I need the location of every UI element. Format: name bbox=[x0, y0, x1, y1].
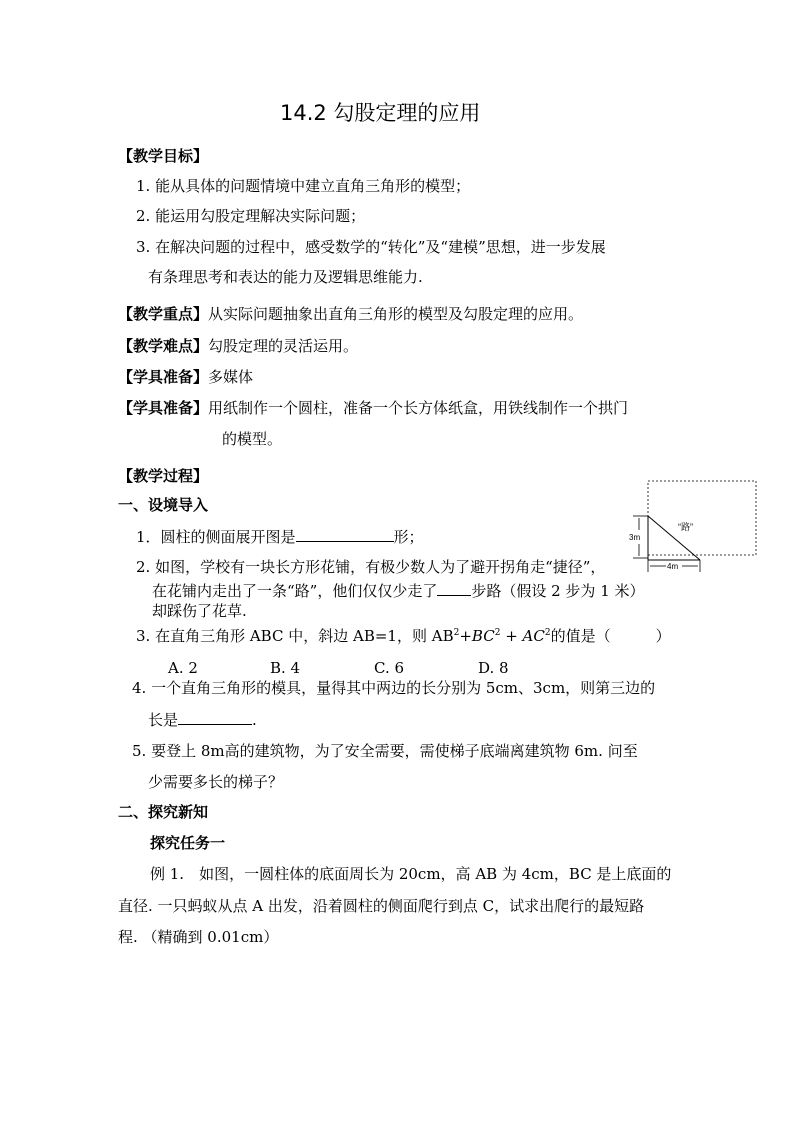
difficult-points-line bbox=[118, 336, 358, 356]
exponent-bc: 2 bbox=[494, 628, 501, 638]
objective-item-1: 1. 能从具体的问题情境中建立直角三角形的模型； bbox=[136, 177, 471, 195]
prep-line-1 bbox=[118, 367, 253, 387]
question-2-text: 在花铺内走出了一条“路”，他们仅仅少走了 bbox=[152, 582, 438, 600]
question-2-end: 步路（假设 2 步为 1 米） bbox=[471, 582, 645, 600]
formula-ac: + AC bbox=[500, 627, 545, 645]
example-line-2: 直径. 一只蚂蚁从点 A 出发，沿着圆柱的侧面爬行到点 C，试求出爬行的最短路 bbox=[118, 897, 645, 915]
process-heading: 【教学过程】 bbox=[118, 467, 209, 485]
question-5-line-1: 5. 要登上 8m高的建筑物，为了安全需要，需使梯子底端离建筑物 6m. 问至 bbox=[132, 742, 638, 760]
key-points-line bbox=[118, 304, 583, 324]
task-heading: 探究任务一 bbox=[150, 834, 226, 852]
question-4-line-2 bbox=[148, 709, 257, 730]
answer-blank-1[interactable] bbox=[296, 526, 394, 542]
page-title: 14.2 勾股定理的应用 bbox=[280, 101, 481, 125]
example-line-1: 例 1. 如图，一圆柱体的底面周长为 20cm，高 AB 为 4cm，BC 是上底面的 bbox=[150, 865, 672, 883]
exponent-ac: 2 bbox=[544, 628, 551, 638]
key-points-label: 【教学重点】 bbox=[118, 305, 209, 323]
path-label: “路” bbox=[678, 522, 693, 532]
difficult-points-label: 【教学难点】 bbox=[118, 337, 209, 355]
prep-label-1: 【学具准备】 bbox=[118, 368, 209, 386]
example-line-3: 程. （精确到 0.01cm） bbox=[118, 928, 279, 946]
question-1 bbox=[136, 526, 424, 547]
objective-item-3: 3. 在解决问题的过程中，感受数学的“转化”及“建模”思想，进一步发展 bbox=[136, 238, 606, 256]
question-4-text: 长是 bbox=[148, 711, 179, 729]
answer-blank-4[interactable] bbox=[178, 709, 252, 725]
question-1-text: 1．圆柱的侧面展开图是 bbox=[136, 528, 296, 546]
question-4-end: . bbox=[252, 711, 257, 729]
option-d: D. 8 bbox=[478, 659, 509, 677]
exponent-ab: 2 bbox=[453, 628, 460, 638]
question-2-line-3: 却踩伤了花草. bbox=[152, 602, 247, 620]
question-3 bbox=[136, 626, 671, 646]
question-1-end: 形； bbox=[393, 528, 424, 546]
prep-text-2-cont: 的模型。 bbox=[222, 430, 283, 448]
bottom-label: 4m bbox=[667, 562, 679, 571]
difficult-points-text: 勾股定理的灵活运用。 bbox=[208, 337, 359, 355]
question-3-end: 的值是（ ） bbox=[550, 627, 671, 645]
answer-blank-2[interactable] bbox=[437, 580, 471, 596]
section1-heading: 一、设境导入 bbox=[118, 496, 209, 514]
objectives-heading: 【教学目标】 bbox=[118, 147, 209, 165]
question-2-line-1: 2. 如图，学校有一块长方形花铺，有极少数人为了避开拐角走“捷径”， bbox=[136, 558, 606, 576]
prep-line-2 bbox=[118, 398, 628, 418]
option-b: B. 4 bbox=[270, 659, 301, 677]
side-label: 3m bbox=[629, 533, 641, 542]
question-2-line-2 bbox=[152, 580, 645, 601]
section2-heading: 二、探究新知 bbox=[118, 803, 209, 821]
objective-item-2: 2. 能运用勾股定理解决实际问题； bbox=[136, 207, 366, 225]
flowerbed-outline bbox=[648, 481, 756, 555]
objective-item-3-cont: 有条理思考和表达的能力及逻辑思维能力. bbox=[148, 268, 423, 286]
question-5-line-2: 少需要多长的梯子？ bbox=[148, 773, 284, 791]
prep-text-2: 用纸制作一个圆柱，准备一个长方体纸盒，用铁线制作一个拱门 bbox=[208, 399, 629, 417]
flowerbed-figure bbox=[620, 478, 760, 578]
prep-text-1: 多媒体 bbox=[208, 368, 254, 386]
option-a: A. 2 bbox=[168, 659, 198, 677]
question-3-text: 3. 在直角三角形 ABC 中，斜边 AB=1，则 AB bbox=[136, 627, 454, 645]
option-c: C. 6 bbox=[374, 659, 405, 677]
key-points-text: 从实际问题抽象出直角三角形的模型及勾股定理的应用。 bbox=[208, 305, 584, 323]
prep-label-2: 【学具准备】 bbox=[118, 399, 209, 417]
formula-bc: +BC bbox=[459, 627, 495, 645]
question-4-line-1: 4. 一个直角三角形的模具，量得其中两边的长分别为 5cm、3cm，则第三边的 bbox=[132, 679, 656, 697]
